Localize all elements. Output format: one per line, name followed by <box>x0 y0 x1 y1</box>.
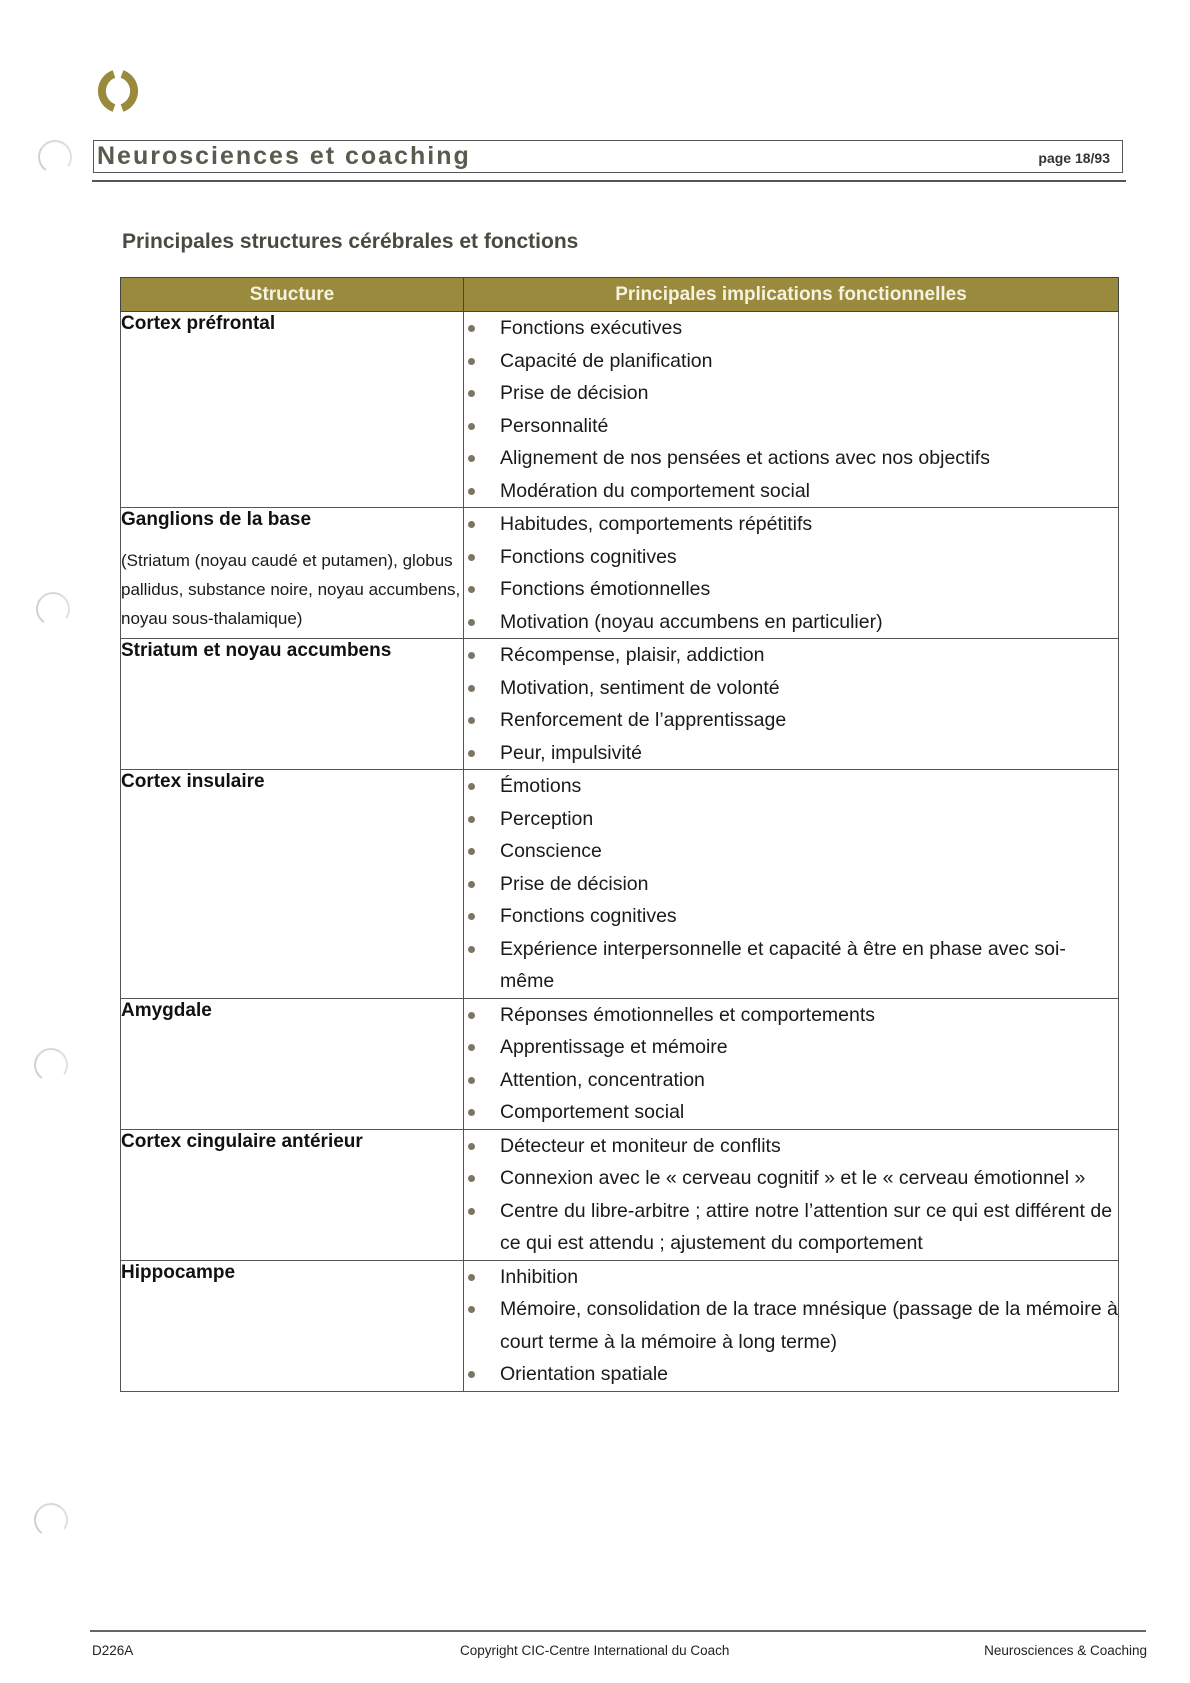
bullet-icon <box>468 358 475 365</box>
structure-name: Cortex insulaire <box>121 771 265 792</box>
header-divider <box>92 180 1126 182</box>
bullet-icon <box>468 554 475 561</box>
list-item: Orientation spatiale <box>464 1358 1118 1391</box>
list-item: Connexion avec le « cerveau cognitif » et le « cerveau émotionnel » <box>464 1162 1118 1195</box>
bullet-icon <box>468 848 475 855</box>
structure-name: Cortex préfrontal <box>121 313 276 334</box>
document-header <box>93 140 1123 173</box>
column-header-structure: Structure <box>121 278 464 312</box>
list-item: Modération du comportement social <box>464 475 1118 508</box>
list-item: Personnalité <box>464 410 1118 443</box>
functions-cell <box>464 639 1119 770</box>
table-row <box>121 998 1119 1129</box>
list-item: Fonctions exécutives <box>464 312 1118 345</box>
list-item: Mémoire, consolidation de la trace mnésique (passage de la mémoire à court terme à la mémoire à long terme) <box>464 1293 1118 1358</box>
bullet-icon <box>468 1044 475 1051</box>
bullet-icon <box>468 455 475 462</box>
footer-divider <box>90 1630 1146 1632</box>
list-item: Centre du libre-arbitre ; attire notre l’attention sur ce qui est différent de ce qui est attendu ; ajustement du comportement <box>464 1195 1118 1260</box>
bullet-icon <box>468 1175 475 1182</box>
bullet-icon <box>468 881 475 888</box>
structure-cell <box>121 770 464 999</box>
list-item: Comportement social <box>464 1096 1118 1129</box>
list-item: Capacité de planification <box>464 345 1118 378</box>
table-row <box>121 639 1119 770</box>
list-item: Récompense, plaisir, addiction <box>464 639 1118 672</box>
structure-cell <box>121 312 464 508</box>
bullet-icon <box>468 750 475 757</box>
table-row <box>121 1129 1119 1260</box>
footer-title: Neurosciences & Coaching <box>984 1643 1147 1658</box>
list-item: Détecteur et moniteur de conflits <box>464 1130 1118 1163</box>
structure-name: Amygdale <box>121 999 212 1021</box>
bullet-icon <box>468 1012 475 1019</box>
list-item: Renforcement de l’apprentissage <box>464 704 1118 737</box>
functions-cell <box>464 1129 1119 1260</box>
bullet-icon <box>468 717 475 724</box>
list-item: Motivation, sentiment de volonté <box>464 672 1118 705</box>
list-item: Prise de décision <box>464 377 1118 410</box>
list-item: Motivation (noyau accumbens en particulier) <box>464 606 1118 639</box>
structure-note: (Striatum (noyau caudé et putamen), globus pallidus, substance noire, noyau accumbens, noyau sous-thalamique) <box>121 551 461 628</box>
functions-cell <box>464 508 1119 639</box>
table-row <box>121 770 1119 999</box>
document-title: Neurosciences et coaching <box>97 142 471 170</box>
bullet-icon <box>468 1109 475 1116</box>
bullet-icon <box>468 913 475 920</box>
functions-cell <box>464 770 1119 999</box>
punch-hole-mark <box>35 137 74 176</box>
functions-cell <box>464 998 1119 1129</box>
list-item: Conscience <box>464 835 1118 868</box>
structure-name: Hippocampe <box>121 1261 236 1283</box>
table-row <box>121 1260 1119 1391</box>
column-header-functions: Principales implications fonctionnelles <box>464 278 1119 312</box>
list-item: Alignement de nos pensées et actions avec nos objectifs <box>464 442 1118 475</box>
list-item: Prise de décision <box>464 868 1118 901</box>
bullet-icon <box>468 423 475 430</box>
list-item: Habitudes, comportements répétitifs <box>464 508 1118 541</box>
bullet-icon <box>468 325 475 332</box>
functions-cell <box>464 312 1119 508</box>
bullet-icon <box>468 390 475 397</box>
list-item: Inhibition <box>464 1261 1118 1294</box>
section-title: Principales structures cérébrales et fonctions <box>122 230 579 253</box>
structure-cell <box>121 639 464 770</box>
list-item: Perception <box>464 803 1118 836</box>
table-row <box>121 508 1119 639</box>
list-item: Fonctions cognitives <box>464 900 1118 933</box>
bullet-icon <box>468 619 475 626</box>
structure-cell <box>121 508 464 639</box>
list-item: Peur, impulsivité <box>464 737 1118 770</box>
punch-hole-mark <box>31 1500 70 1539</box>
list-item: Émotions <box>464 770 1118 803</box>
bullet-icon <box>468 652 475 659</box>
bullet-icon <box>468 1371 475 1378</box>
footer-copyright: Copyright CIC-Centre International du Coach <box>460 1643 730 1658</box>
bullet-icon <box>468 946 475 953</box>
table-row <box>121 312 1119 508</box>
list-item: Attention, concentration <box>464 1064 1118 1097</box>
bullet-icon <box>468 1274 475 1281</box>
structure-name: Cortex cingulaire antérieur <box>121 1130 363 1152</box>
bullet-icon <box>468 586 475 593</box>
list-item: Apprentissage et mémoire <box>464 1031 1118 1064</box>
page-number: page 18/93 <box>1038 150 1110 166</box>
punch-hole-mark <box>31 1045 70 1084</box>
list-item: Réponses émotionnelles et comportements <box>464 999 1118 1032</box>
structure-cell <box>121 998 464 1129</box>
footer-document-code: D226A <box>92 1643 134 1658</box>
bullet-icon <box>468 816 475 823</box>
bullet-icon <box>468 1306 475 1313</box>
list-item: Fonctions cognitives <box>464 541 1118 574</box>
bullet-icon <box>468 685 475 692</box>
bullet-icon <box>468 1077 475 1084</box>
double-arc-logo-icon <box>96 70 140 112</box>
structure-cell <box>121 1260 464 1391</box>
bullet-icon <box>468 521 475 528</box>
functions-cell <box>464 1260 1119 1391</box>
bullet-icon <box>468 1143 475 1150</box>
bullet-icon <box>468 1208 475 1215</box>
structure-name: Ganglions de la base <box>121 509 312 530</box>
brain-structures-table <box>120 277 1119 1392</box>
list-item: Expérience interpersonnelle et capacité à être en phase avec soi-même <box>464 933 1118 998</box>
punch-hole-mark <box>33 589 72 628</box>
structure-cell <box>121 1129 464 1260</box>
structure-name: Striatum et noyau accumbens <box>121 640 392 661</box>
bullet-icon <box>468 488 475 495</box>
table-header-row <box>121 278 1119 312</box>
bullet-icon <box>468 783 475 790</box>
list-item: Fonctions émotionnelles <box>464 573 1118 606</box>
